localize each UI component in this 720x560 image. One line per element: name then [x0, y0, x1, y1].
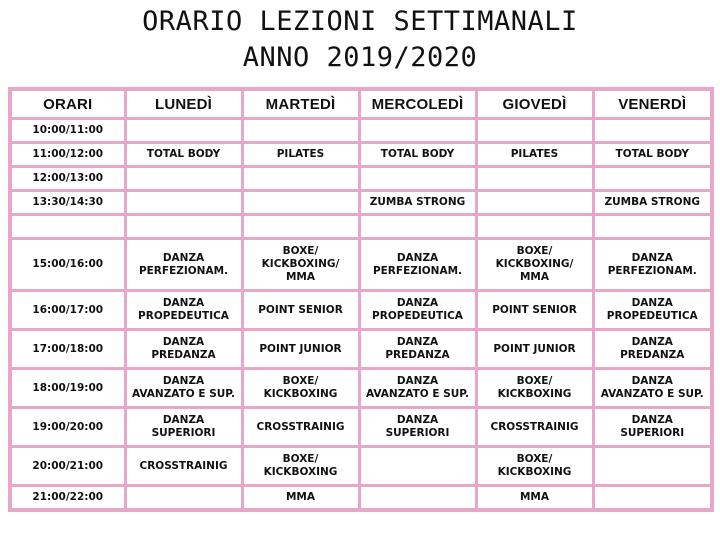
lesson-cell: DANZA AVANZATO E SUP. — [593, 369, 712, 408]
table-row — [10, 215, 712, 239]
lesson-cell — [593, 447, 712, 486]
lesson-cell: PILATES — [242, 143, 359, 167]
lesson-cell — [359, 486, 476, 511]
lesson-cell — [125, 486, 242, 511]
lesson-cell — [359, 119, 476, 143]
lesson-cell — [359, 447, 476, 486]
header-lunedi: LUNEDÌ — [125, 89, 242, 119]
table-row — [10, 447, 712, 486]
lesson-cell — [125, 167, 242, 191]
lesson-cell: BOXE/ KICKBOXING/ MMA — [476, 239, 593, 291]
lesson-cell: POINT SENIOR — [242, 291, 359, 330]
header-venerdi: VENERDÌ — [593, 89, 712, 119]
lesson-cell — [359, 167, 476, 191]
table-row — [10, 191, 712, 215]
table-row — [10, 143, 712, 167]
lesson-cell: DANZA PREDANZA — [359, 330, 476, 369]
header-giovedi: GIOVEDÌ — [476, 89, 593, 119]
lesson-cell — [593, 167, 712, 191]
lesson-cell: TOTAL BODY — [359, 143, 476, 167]
lesson-cell — [242, 167, 359, 191]
lesson-cell: PILATES — [476, 143, 593, 167]
time-cell: 20:00/21:00 — [10, 447, 125, 486]
lesson-cell: TOTAL BODY — [593, 143, 712, 167]
time-cell: 11:00/12:00 — [10, 143, 125, 167]
table-row — [10, 119, 712, 143]
header-martedi: MARTEDÌ — [242, 89, 359, 119]
lesson-cell — [476, 191, 593, 215]
table-row — [10, 239, 712, 291]
lesson-cell: DANZA PERFEZIONAM. — [593, 239, 712, 291]
time-cell: 15:00/16:00 — [10, 239, 125, 291]
table-row — [10, 486, 712, 511]
lesson-cell: ZUMBA STRONG — [359, 191, 476, 215]
lesson-cell: POINT SENIOR — [476, 291, 593, 330]
lesson-cell: POINT JUNIOR — [476, 330, 593, 369]
header-orari: ORARI — [10, 89, 125, 119]
lesson-cell — [593, 486, 712, 511]
lesson-cell — [476, 119, 593, 143]
lesson-cell: DANZA PREDANZA — [593, 330, 712, 369]
lesson-cell — [593, 119, 712, 143]
lesson-cell: MMA — [476, 486, 593, 511]
lesson-cell: DANZA PROPEDEUTICA — [125, 291, 242, 330]
time-cell: 19:00/20:00 — [10, 408, 125, 447]
lesson-cell: DANZA PREDANZA — [125, 330, 242, 369]
table-row — [10, 330, 712, 369]
lesson-cell: BOXE/ KICKBOXING — [242, 369, 359, 408]
lesson-cell — [242, 191, 359, 215]
lesson-cell — [125, 191, 242, 215]
table-row — [10, 291, 712, 330]
title-block — [0, 4, 720, 76]
lesson-cell: BOXE/ KICKBOXING — [476, 369, 593, 408]
lesson-cell: MMA — [242, 486, 359, 511]
lesson-cell: DANZA AVANZATO E SUP. — [359, 369, 476, 408]
time-cell: 10:00/11:00 — [10, 119, 125, 143]
lesson-cell: BOXE/ KICKBOXING/ MMA — [242, 239, 359, 291]
time-cell: 18:00/19:00 — [10, 369, 125, 408]
lesson-cell: BOXE/ KICKBOXING — [242, 447, 359, 486]
table-row — [10, 369, 712, 408]
time-cell: 12:00/13:00 — [10, 167, 125, 191]
lesson-cell — [359, 215, 476, 239]
lesson-cell — [242, 119, 359, 143]
lesson-cell: DANZA PERFEZIONAM. — [359, 239, 476, 291]
lesson-cell: DANZA PROPEDEUTICA — [359, 291, 476, 330]
lesson-cell — [125, 215, 242, 239]
time-cell: 16:00/17:00 — [10, 291, 125, 330]
time-cell: 17:00/18:00 — [10, 330, 125, 369]
lesson-cell — [476, 215, 593, 239]
lesson-cell: CROSSTRAINIG — [476, 408, 593, 447]
schedule-table — [8, 87, 714, 512]
lesson-cell: POINT JUNIOR — [242, 330, 359, 369]
lesson-cell: DANZA SUPERIORI — [125, 408, 242, 447]
time-cell — [10, 215, 125, 239]
table-row — [10, 408, 712, 447]
lesson-cell: TOTAL BODY — [125, 143, 242, 167]
lesson-cell: DANZA AVANZATO E SUP. — [125, 369, 242, 408]
time-cell: 21:00/22:00 — [10, 486, 125, 511]
lesson-cell — [242, 215, 359, 239]
lesson-cell: DANZA PROPEDEUTICA — [593, 291, 712, 330]
time-cell: 13:30/14:30 — [10, 191, 125, 215]
lesson-cell: ZUMBA STRONG — [593, 191, 712, 215]
header-mercoledi: MERCOLEDÌ — [359, 89, 476, 119]
page-title: ORARIO LEZIONI SETTIMANALI — [142, 6, 578, 37]
lesson-cell: DANZA SUPERIORI — [593, 408, 712, 447]
lesson-cell: CROSSTRAINIG — [125, 447, 242, 486]
lesson-cell: DANZA SUPERIORI — [359, 408, 476, 447]
header-row — [10, 89, 712, 119]
page-subtitle: ANNO 2019/2020 — [242, 42, 478, 73]
lesson-cell: DANZA PERFEZIONAM. — [125, 239, 242, 291]
lesson-cell — [125, 119, 242, 143]
lesson-cell: BOXE/ KICKBOXING — [476, 447, 593, 486]
lesson-cell — [593, 215, 712, 239]
lesson-cell: CROSSTRAINIG — [242, 408, 359, 447]
table-row — [10, 167, 712, 191]
lesson-cell — [476, 167, 593, 191]
